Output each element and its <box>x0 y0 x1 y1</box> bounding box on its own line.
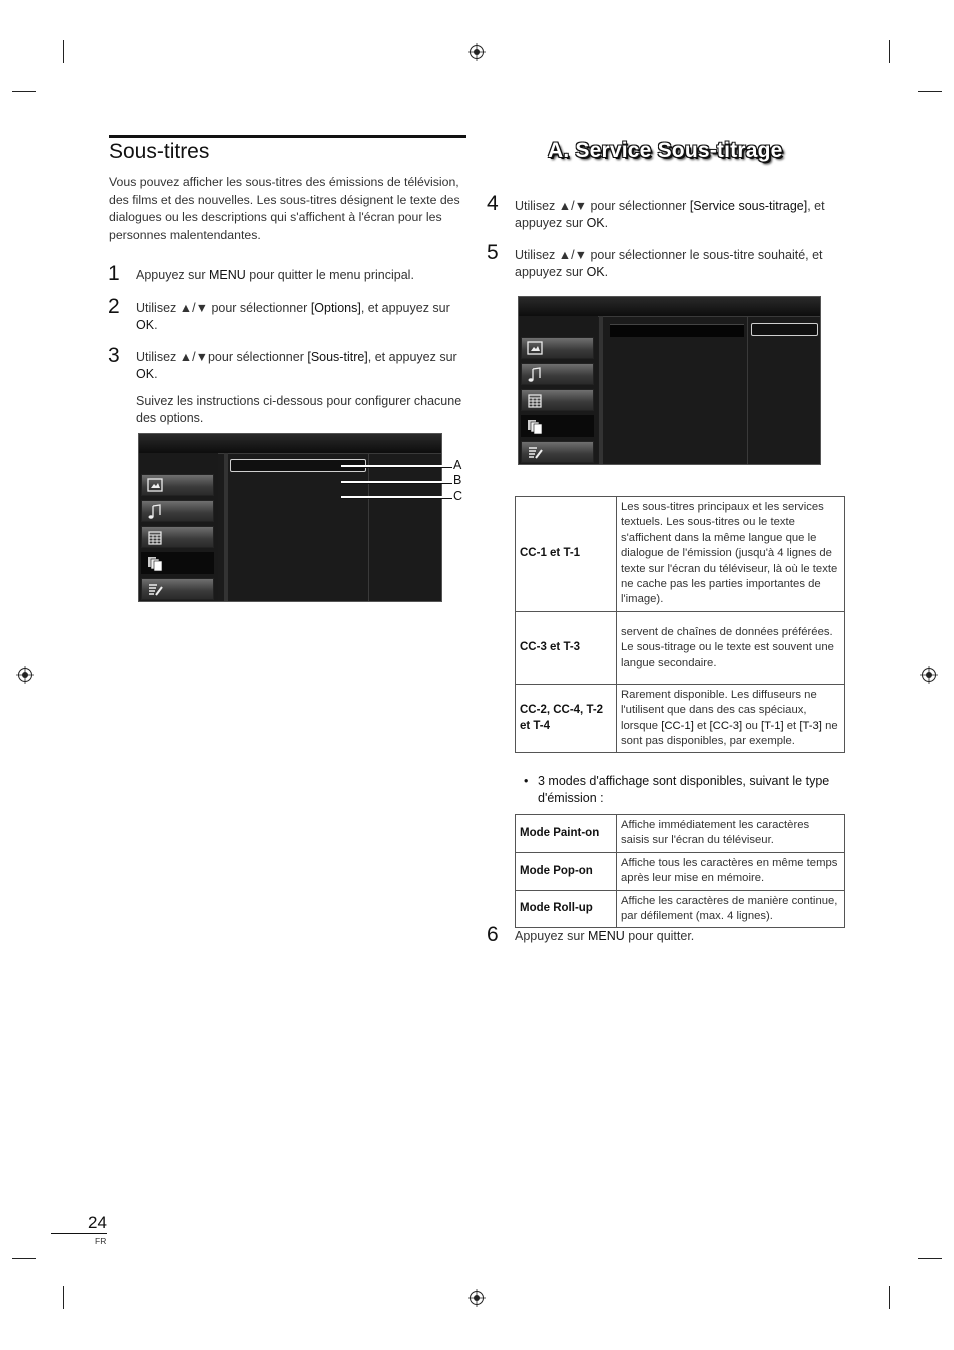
tab-options[interactable] <box>521 415 594 437</box>
bullet-item: • 3 modes d'affichage sont disponibles, suivant le type d'émission : <box>524 774 830 805</box>
cc-service-table <box>515 496 845 753</box>
registration-target-icon <box>920 666 938 684</box>
table-cell-value: Rarement disponible. Les diffuseurs ne l'utilisent que dans des cas spéciaux, lorsque [CC-1] et [CC-3] ou [T-1] et [T-3] ne sont pas disponibles, par exemple. <box>617 684 845 753</box>
crop-mark <box>63 40 64 63</box>
channel-grid-icon <box>147 530 163 546</box>
table-cell-key: Mode Pop-on <box>516 852 617 890</box>
table-cell-value: Affiche tous les caractères en même temps après leur mise en mémoire. <box>617 852 845 890</box>
registration-target-icon <box>468 43 486 61</box>
menu-item-service-row[interactable] <box>610 324 744 337</box>
step-number: 6 <box>487 923 499 946</box>
tab-picture[interactable] <box>521 337 594 359</box>
tab-setup[interactable] <box>141 578 214 600</box>
tab-sound[interactable] <box>141 500 214 522</box>
music-note-icon <box>147 504 163 520</box>
table-row <box>516 890 845 928</box>
table-cell-value: Les sous-titres principaux et les services textuels. Les sous-titres ou le texte s'affichent dans la même langue que le dialogue de l'émission (jusqu'à 4 lignes de texte sur l'écran du téléviseur, là où le texte ne cache pas les parties importantes de l'image). <box>617 497 845 612</box>
callout-leader <box>341 481 452 483</box>
tab-channel[interactable] <box>141 526 214 548</box>
table-row <box>516 852 845 890</box>
section-rule <box>109 135 466 138</box>
display-mode-table <box>515 814 845 928</box>
step-number: 5 <box>487 241 499 264</box>
callout-leader <box>341 465 452 467</box>
crop-mark <box>12 1258 36 1259</box>
tab-picture[interactable] <box>141 474 214 496</box>
page-number-rule <box>51 1233 107 1234</box>
options-pages-icon <box>147 556 163 572</box>
bullet-mark: • <box>524 774 529 788</box>
options-pages-icon <box>527 419 543 435</box>
step-1-text: Appuyez sur MENU pour quitter le menu principal. <box>136 268 414 282</box>
setup-edit-icon <box>147 582 163 598</box>
table-row <box>516 815 845 853</box>
crop-mark <box>889 1286 890 1309</box>
table-row <box>516 684 845 753</box>
menu-header-bar <box>139 434 441 454</box>
registration-target-icon <box>468 1289 486 1307</box>
crop-mark <box>918 1258 942 1259</box>
step-4-text: Utilisez ▲/▼ pour sélectionner [Service sous-titrage], et appuyez sur OK. <box>515 199 825 230</box>
picture-icon <box>147 478 163 492</box>
crop-mark <box>889 40 890 63</box>
table-row <box>516 497 845 612</box>
menu-sidebar <box>139 453 218 601</box>
callout-label-c: C <box>453 489 463 503</box>
table-cell-key: CC-3 et T-3 <box>516 611 617 684</box>
table-cell-value: Affiche immédiatement les caractères saisis sur l'écran du téléviseur. <box>617 815 845 853</box>
crop-mark <box>918 91 942 92</box>
table-cell-value: Affiche les caractères de manière continue, par défilement (max. 4 lignes). <box>617 890 845 928</box>
menu-header-bar <box>519 297 820 317</box>
tab-channel[interactable] <box>521 389 594 411</box>
crop-mark <box>12 91 36 92</box>
callout-leader <box>341 496 452 498</box>
step-6-text: Appuyez sur MENU pour quitter. <box>515 929 695 943</box>
tab-options[interactable] <box>141 552 214 574</box>
table-cell-key: CC-1 et T-1 <box>516 497 617 612</box>
music-note-icon <box>527 367 543 383</box>
section-title: A. Service Sous-titrage <box>548 139 783 162</box>
crop-mark <box>63 1286 64 1309</box>
table-cell-value: servent de chaînes de données préférées. Le sous-titrage ou le texte est souvent une langue secondaire. <box>617 611 845 684</box>
table-cell-key: Mode Paint-on <box>516 815 617 853</box>
registration-target-icon <box>16 666 34 684</box>
step-number: 4 <box>487 192 499 215</box>
menu-value-highlight[interactable] <box>751 323 818 336</box>
step-number: 2 <box>108 295 120 318</box>
intro-paragraph: Vous pouvez afficher les sous-titres des émissions de télévision, des films et des nouvelles. Les sous-titres désignent le texte des dialogues ou les descriptions qui s'affichent à l'écran pour les personnes malentendantes. <box>109 175 460 242</box>
step-number: 1 <box>108 262 120 285</box>
tab-sound[interactable] <box>521 363 594 385</box>
setup-edit-icon <box>527 445 543 461</box>
step-3-note: Suivez les instructions ci-dessous pour configurer chacune des options. <box>136 394 462 425</box>
step-5-text: Utilisez ▲/▼ pour sélectionner le sous-titre souhaité, et appuyez sur OK. <box>515 248 823 279</box>
step-number: 3 <box>108 344 120 367</box>
language-code: FR <box>95 1236 107 1246</box>
tab-setup[interactable] <box>521 441 594 463</box>
step-2-text: Utilisez ▲/▼ pour sélectionner [Options], et appuyez sur OK. <box>136 301 450 332</box>
callout-label-a: A <box>453 458 462 472</box>
channel-grid-icon <box>527 393 543 409</box>
picture-icon <box>527 341 543 355</box>
menu-sidebar <box>519 316 598 464</box>
page-number: 24 <box>88 1213 107 1232</box>
callout-label-b: B <box>453 473 462 487</box>
page-title: Sous-titres <box>109 140 210 163</box>
table-cell-key: Mode Roll-up <box>516 890 617 928</box>
step-3-text: Utilisez ▲/▼pour sélectionner [Sous-titre], et appuyez sur OK. <box>136 350 457 381</box>
table-row <box>516 611 845 684</box>
tv-menu-screen <box>518 296 821 465</box>
tv-menu-screen <box>138 433 442 602</box>
table-cell-key: CC-2, CC-4, T-2 et T-4 <box>516 684 617 753</box>
